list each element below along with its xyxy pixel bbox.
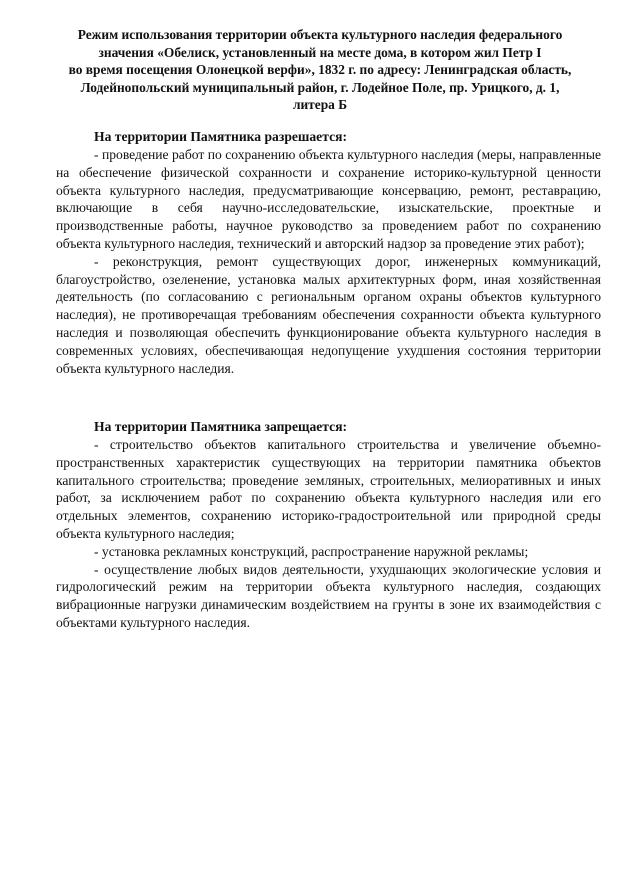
prohibited-item: - установка рекламных конструкций, распространение наружной рекламы; — [94, 543, 529, 559]
prohibited-item: - осуществление любых видов деятельности, ухудшающих экологические условия и гидрологический режим на территории объекта культурного наследия, создающих вибрационные нагрузки динамическим воздействием на грунты в зоне их взаимодействия с объектами культурного наследия. — [56, 561, 601, 630]
prohibited-heading: На территории Памятника запрещается: — [94, 419, 348, 434]
permitted-item: - проведение работ по сохранению объекта культурного наследия (меры, направленные на обеспечение физической сохранности и сохранение историко-культурной ценности объекта культурного наследия, предусматривающие консервацию, ремонт, реставрацию, включающие в себя научно-исследовательские, изыскательские, проектные и производственные работы, научное руководство за проведением работ по сохранению объекта культурного наследия, технический и авторский надзор за проведение этих работ); — [56, 147, 601, 251]
title-line: литера Б — [292, 97, 348, 112]
prohibited-section — [56, 418, 601, 632]
title-line: Режим использования территории объекта культурного наследия федерального — [77, 27, 563, 42]
prohibited-item: - строительство объектов капитального строительства и увеличение объемно-пространственных характеристик существующих на территории памятника объектов капитального строительства; проведение земляных, строительных, мелиоративных и иных работ, за исключением работ по сохранению объекта культурного наследия или его отдельных элементов, сохранению историко-градостроительной или природной среды объекта культурного наследия; — [56, 437, 601, 541]
title-line: во время посещения Олонецкой верфи», 1832 г. по адресу: Ленинградская область, — [68, 62, 572, 77]
permitted-section — [56, 128, 601, 377]
document-title — [40, 26, 600, 114]
permitted-item: - реконструкция, ремонт существующих дорог, инженерных коммуникаций, благоустройство, озеленение, установка малых архитектурных форм, иная хозяйственная деятельность (по согласованию с региональным органом охраны объектов культурного наследия), не противоречащая требованиям обеспечения сохранности объекта культурного наследия и позволяющая обеспечить функционирование объекта культурного наследия в современных условиях, обеспечивающая недопущение ухудшения состояния территории объекта культурного наследия. — [56, 253, 601, 376]
permitted-heading: На территории Памятника разрешается: — [94, 129, 347, 144]
title-line: Лодейнопольский муниципальный район, г. Лодейное Поле, пр. Урицкого, д. 1, — [80, 79, 560, 95]
title-line: значения «Обелиск, установленный на месте дома, в котором жил Петр I — [98, 44, 542, 60]
